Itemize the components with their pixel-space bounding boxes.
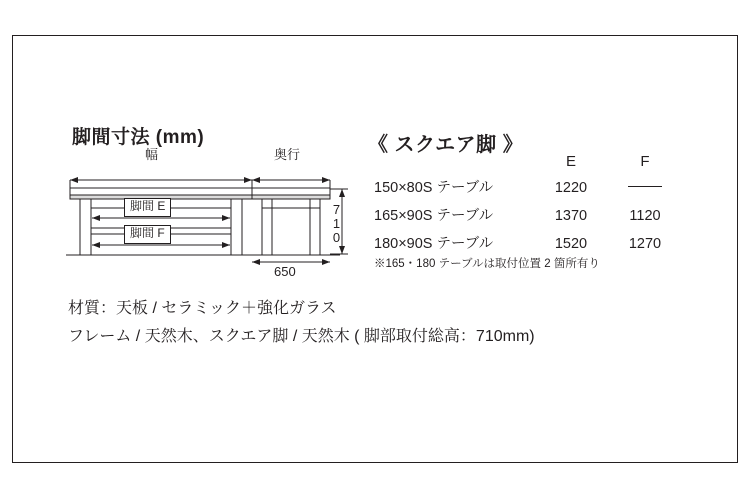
row-value-e: 1370 (554, 208, 588, 224)
row-name: 180×90S テーブル (374, 236, 494, 252)
leg-gap-e-label: 脚間 E (124, 198, 171, 217)
row-value-e: 1220 (554, 180, 588, 196)
width-label: 幅 (145, 147, 159, 162)
table-row (374, 174, 682, 202)
table-note: ※165・180 テーブルは取付位置 2 箇所有り (374, 258, 600, 270)
row-name: 150×80S テーブル (374, 180, 494, 196)
row-value-f: 1120 (629, 208, 661, 224)
column-header-e: E (565, 153, 576, 170)
column-header-f: F (640, 153, 650, 170)
square-leg-title: 《 スクエア脚 》 (368, 134, 524, 156)
height-value: 710 (329, 202, 344, 244)
side-view-drawing (248, 147, 358, 279)
row-name: 165×90S テーブル (374, 208, 494, 224)
column-header-name (374, 150, 534, 174)
row-value-e: 1520 (554, 236, 588, 252)
materials-line-2: フレーム / 天然木、スクエア脚 / 天然木 ( 脚部取付総高：710mm) (68, 328, 535, 345)
front-view-drawing (66, 147, 256, 268)
materials-line-1: 材質：天板 / セラミック＋強化ガラス (68, 300, 337, 317)
row-value-f (608, 174, 682, 202)
leg-gap-f-label: 脚間 F (124, 225, 171, 244)
no-value-dash (628, 186, 662, 187)
table-header-row (374, 150, 682, 174)
square-leg-spec-table (374, 150, 682, 258)
table-row (374, 230, 682, 258)
leg-dimension-title: 脚間寸法 (mm) (72, 127, 205, 148)
materials-text (68, 295, 535, 351)
row-value-f: 1270 (628, 236, 662, 252)
depth-value: 650 (274, 264, 296, 279)
depth-label: 奥行 (274, 147, 301, 162)
table-row (374, 202, 682, 230)
